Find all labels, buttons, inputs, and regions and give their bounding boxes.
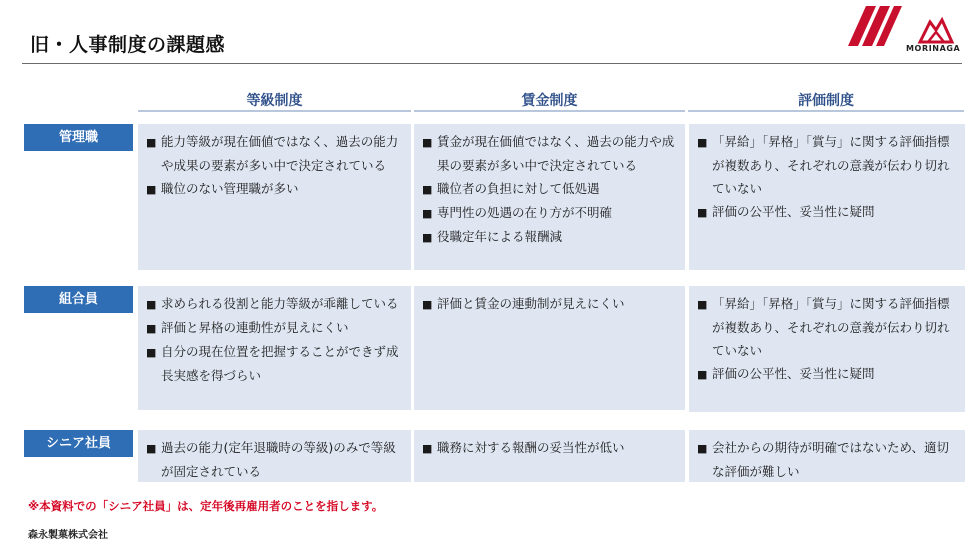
column-header-wage: 賃金制度 [414, 90, 685, 112]
cell-manager-evaluation [689, 124, 965, 270]
cell-senior-evaluation [689, 430, 965, 482]
page-title: 旧・人事制度の課題感 [30, 34, 226, 56]
list-item: ■ 「昇給」「昇格」「賞与」に関する評価指標が複数あり、それぞれの意義が伝わり切れていない [697, 130, 959, 200]
cell-senior-wage [414, 430, 685, 482]
brand-name: MORINAGA [906, 44, 961, 53]
list-item: ■ 過去の能力(定年退職時の等級)のみで等級が固定されている [146, 436, 405, 483]
row-label-senior: シニア社員 [24, 430, 133, 457]
title-divider [22, 63, 962, 64]
list-item: ■ 自分の現在位置を把握することができず成長実感を得づらい [146, 340, 405, 387]
column-header-evaluation: 評価制度 [688, 90, 964, 112]
list-item: ■ 専門性の処遇の在り方が不明確 [422, 201, 679, 225]
cell-manager-grade [138, 124, 411, 270]
list-item: ■ 求められる役割と能力等級が乖離している [146, 292, 405, 316]
list-item: ■ 「昇給」「昇格」「賞与」に関する評価指標が複数あり、それぞれの意義が伝わり切れていない [697, 292, 959, 362]
list-item: ■ 評価の公平性、妥当性に疑問 [697, 200, 959, 224]
list-item: ■ 職位のない管理職が多い [146, 177, 405, 201]
list-item: ■ 賃金が現在価値ではなく、過去の能力や成果の要素が多い中で決定されている [422, 130, 679, 177]
row-label-union: 組合員 [24, 286, 133, 313]
list-item: ■ 評価と昇格の連動性が見えにくい [146, 316, 405, 340]
list-item: ■ 評価と賃金の連動制が見えにくい [422, 292, 679, 316]
cell-union-wage [414, 286, 685, 410]
list-item: ■ 役職定年による報酬減 [422, 225, 679, 249]
footnote: ※本資料での「シニア社員」は、定年後再雇用者のことを指します。 [28, 499, 384, 513]
company-name: 森永製菓株式会社 [28, 530, 108, 541]
list-item: ■ 職位者の負担に対して低処遇 [422, 177, 679, 201]
list-item: ■ 会社からの期待が明確ではないため、適切な評価が難しい [697, 436, 959, 483]
list-item: ■ 評価の公平性、妥当性に疑問 [697, 362, 959, 386]
list-item: ■ 能力等級が現在価値ではなく、過去の能力や成果の要素が多い中で決定されている [146, 130, 405, 177]
cell-manager-wage [414, 124, 685, 270]
row-label-manager: 管理職 [24, 124, 133, 151]
cell-union-evaluation [689, 286, 965, 412]
cell-senior-grade [138, 430, 411, 482]
cell-union-grade [138, 286, 411, 410]
list-item: ■ 職務に対する報酬の妥当性が低い [422, 436, 679, 460]
column-header-grade: 等級制度 [138, 90, 411, 112]
